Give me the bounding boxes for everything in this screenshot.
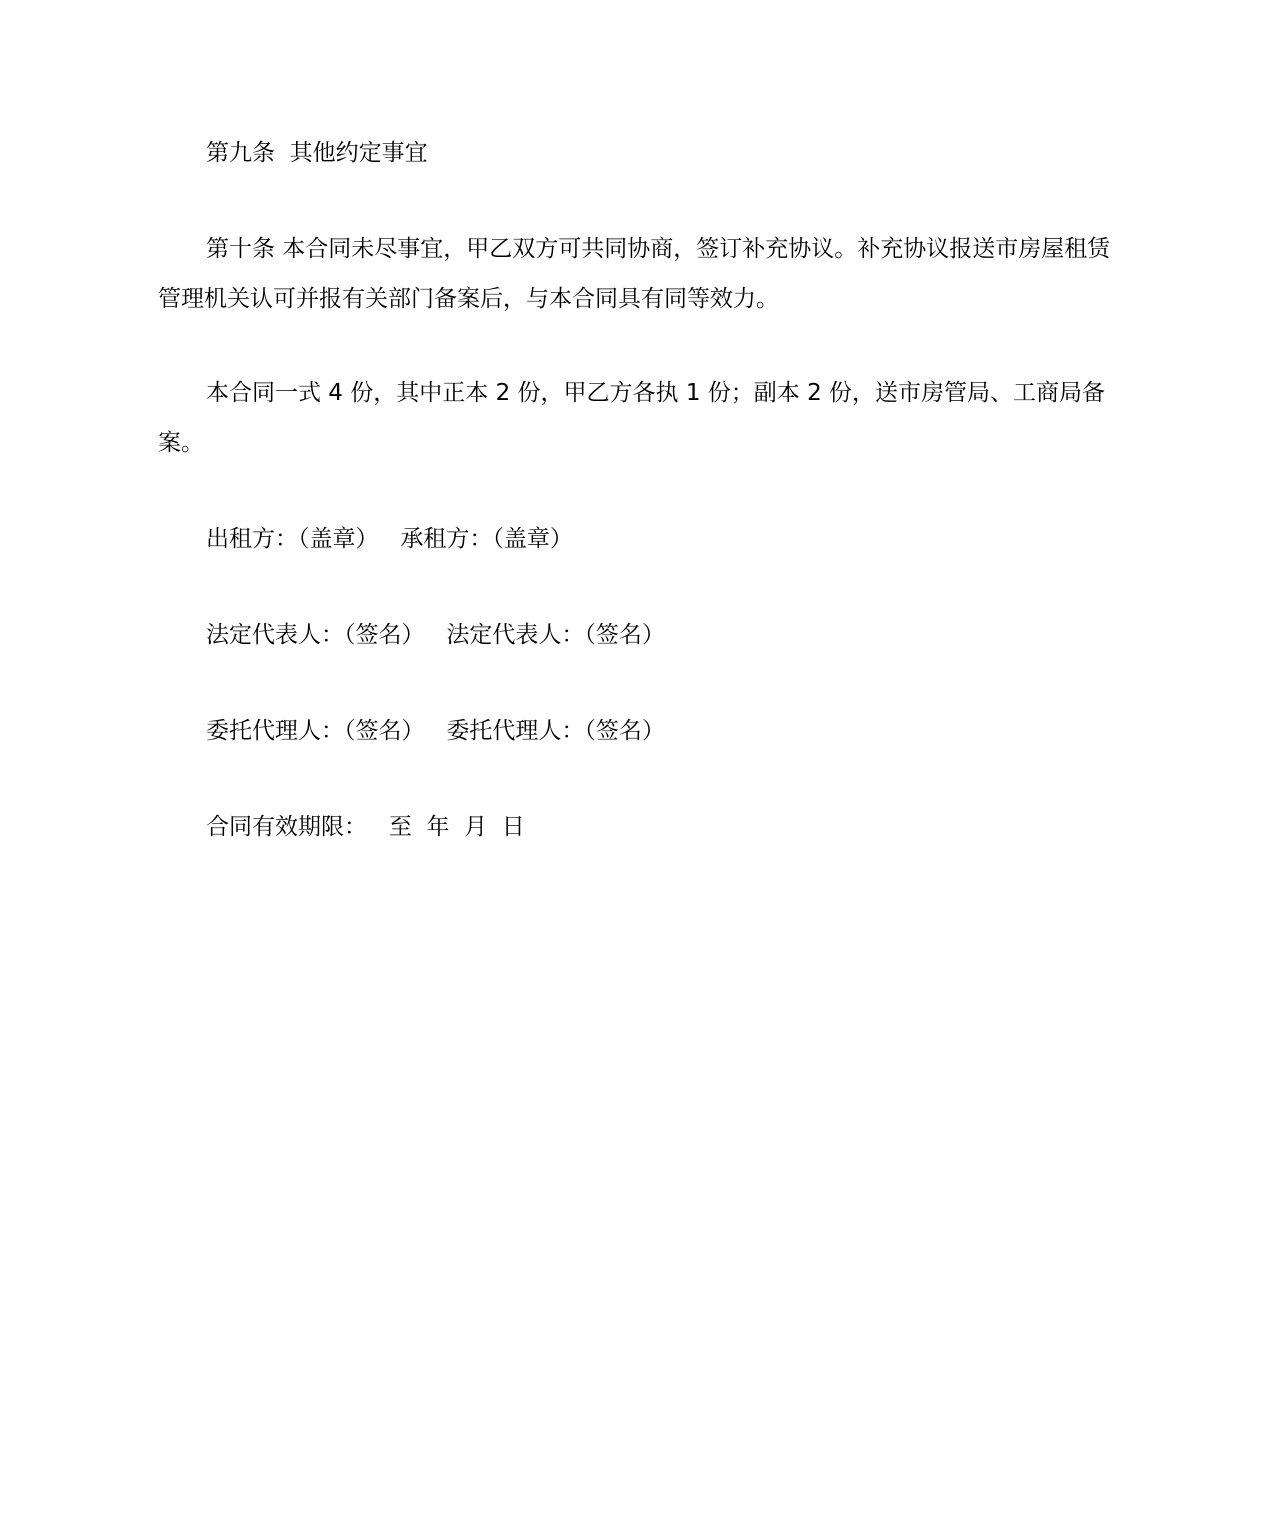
agent-line: 委托代理人：（签名） 委托代理人：（签名）: [206, 718, 665, 744]
article-10-paragraph: 第十条 本合同未尽事宜，甲乙双方可共同协商，签订补充协议。补充协议报送市房屋租赁管理机关认可并报有关部门备案后，与本合同具有同等效力。: [158, 236, 1111, 312]
article-9-heading: 第九条 其他约定事宜: [206, 140, 428, 166]
parties-seal-line: 出租方：（盖章） 承租方：（盖章）: [206, 526, 573, 552]
validity-period-line: 合同有效期限： 至 年 月 日: [206, 814, 525, 840]
legal-representative-line: 法定代表人：（签名） 法定代表人：（签名）: [206, 622, 665, 648]
copies-paragraph: 本合同一式 4 份，其中正本 2 份，甲乙方各执 1 份；副本 2 份，送市房管局、工商局备案。: [158, 380, 1106, 456]
